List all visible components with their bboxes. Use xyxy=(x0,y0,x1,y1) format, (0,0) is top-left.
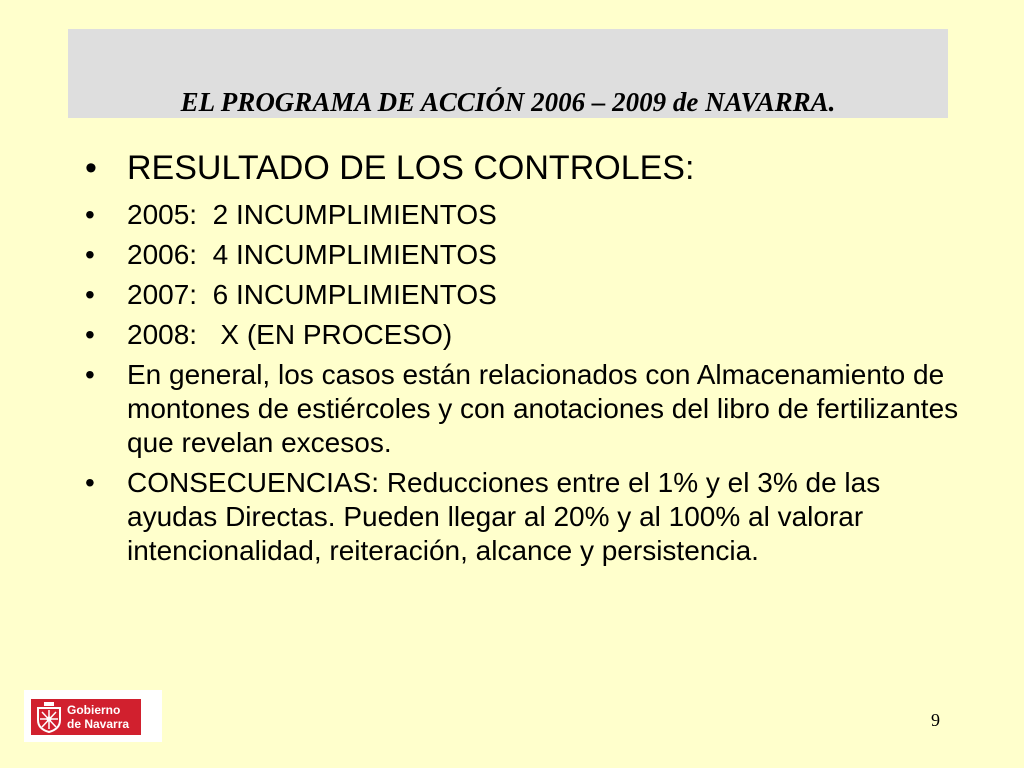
navarra-crest-icon xyxy=(35,701,63,733)
bullet-2006 xyxy=(85,238,965,272)
bullet-text: CONSECUENCIAS: Reducciones entre el 1% y el 3% de las ayudas Directas. Pueden llegar al 20% y al 100% al valorar intencionalidad, reiteración, alcance y persistencia. xyxy=(127,467,881,566)
bullet-text: 2005: 2 INCUMPLIMIENTOS xyxy=(127,199,497,230)
bullet-en-general xyxy=(85,358,965,460)
logo-badge xyxy=(31,699,141,735)
bullet-list xyxy=(85,146,965,574)
bullet-dot: • xyxy=(85,279,95,310)
gobierno-de-navarra-logo xyxy=(24,690,162,742)
title-bar xyxy=(68,29,948,118)
bullet-heading-resultados xyxy=(85,146,965,190)
bullet-2007 xyxy=(85,278,965,312)
logo-line1: Gobierno xyxy=(67,703,121,717)
logo-line2: de Navarra xyxy=(67,717,130,731)
bullet-text: En general, los casos están relacionados con Almacenamiento de montones de estiércoles y con anotaciones del libro de fertilizantes que revelan excesos. xyxy=(127,359,959,458)
bullet-2005 xyxy=(85,198,965,232)
bullet-dot: • xyxy=(85,239,95,270)
bullet-text: RESULTADO DE LOS CONTROLES: xyxy=(127,149,695,187)
bullet-text: 2008: X (EN PROCESO) xyxy=(127,319,453,350)
logo-text xyxy=(67,703,129,731)
bullet-consecuencias xyxy=(85,466,965,568)
bullet-dot: • xyxy=(85,149,97,187)
page-number: 9 xyxy=(931,710,940,730)
bullet-dot: • xyxy=(85,359,95,390)
bullet-text: 2006: 4 INCUMPLIMIENTOS xyxy=(127,239,497,270)
slide-title: EL PROGRAMA DE ACCIÓN 2006 – 2009 de NAVARRA. xyxy=(180,87,836,117)
bullet-dot: • xyxy=(85,319,95,350)
bullet-dot: • xyxy=(85,199,95,230)
bullet-dot: • xyxy=(85,467,95,498)
bullet-text: 2007: 6 INCUMPLIMIENTOS xyxy=(127,279,497,310)
bullet-2008 xyxy=(85,318,965,352)
